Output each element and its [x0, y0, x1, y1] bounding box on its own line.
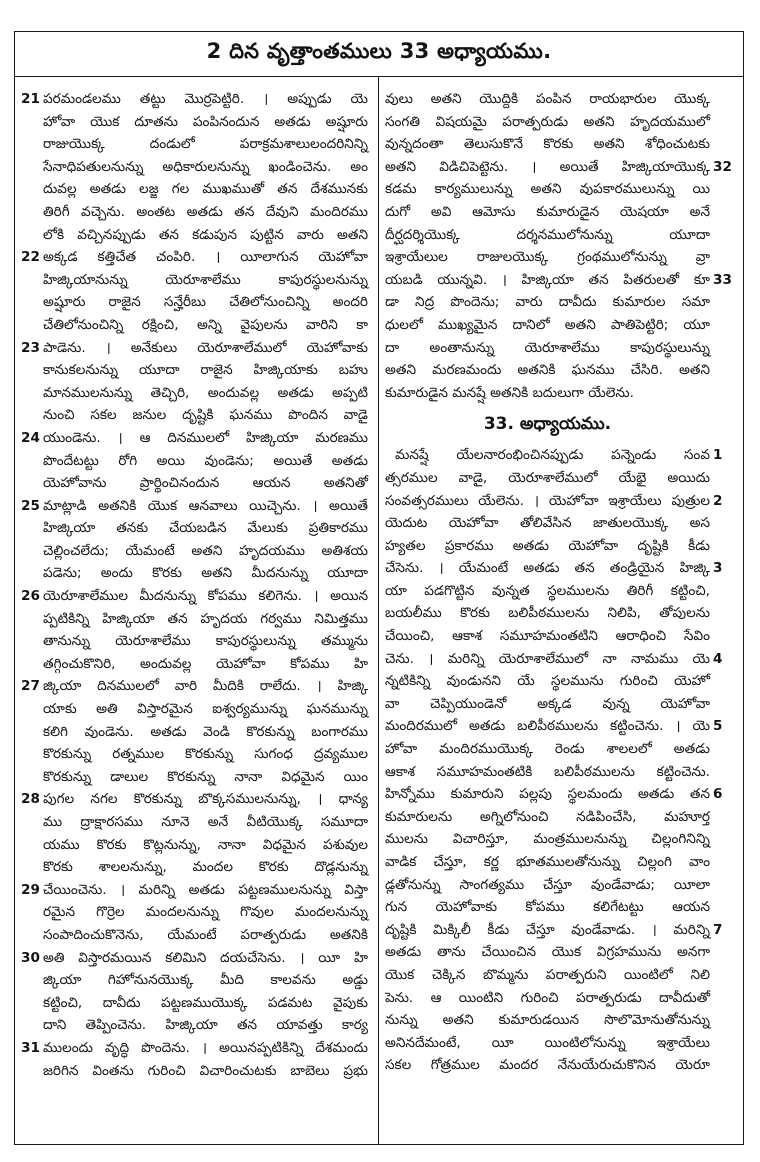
text-line	[385, 291, 710, 314]
line-text: అష్షూరు రాజైన సన్హేరీబు చేతిలోనుంచిన్ని అందరి	[43, 294, 368, 311]
text-line	[43, 969, 368, 992]
verse-number: 27	[21, 678, 40, 695]
line-text: యాకు అతి విస్తారమైన ఐశ్వర్యమున్ను ఘనమున్ను	[43, 701, 368, 718]
text-line	[385, 625, 710, 648]
verse-number: 23	[21, 339, 40, 356]
text-line	[385, 444, 723, 467]
text-line	[385, 896, 710, 919]
line-text: కుమారుడైన మనష్షే అతనికి బదులుగా యేలెను.	[385, 384, 634, 401]
text-line	[43, 517, 368, 540]
text-line	[43, 924, 368, 947]
text-line	[385, 467, 710, 490]
text-line	[385, 941, 710, 964]
running-header	[15, 32, 743, 77]
text-line	[385, 1032, 710, 1055]
text-line	[43, 201, 368, 224]
line-text: చేతిలోనుంచిన్ని రక్షించి, అన్ని వైపులను వారిని కా	[43, 316, 368, 333]
line-text: తగ్గించుకొనిరి, అందువల్ల యెహోవా కోపము హి	[43, 655, 368, 672]
text-line	[43, 111, 368, 134]
verse-number: 21	[21, 91, 40, 107]
text-line	[385, 314, 710, 337]
line-text: కుమారులను అగ్నిలోనుంచి నడిపించేసి, మహూర్త	[385, 808, 710, 825]
text-line	[385, 964, 710, 987]
verse-number: 4	[713, 650, 723, 667]
text-line	[385, 987, 710, 1010]
verse-number: 33	[713, 271, 732, 288]
text-line	[385, 1054, 710, 1077]
line-text: పుగల నగల కొరకున్ను బొక్కసములనున్ను, । ధాన్య	[43, 791, 368, 808]
line-text: పొందేటట్టు రోగి అయి వుండెను; అయితే అతడు	[43, 452, 368, 469]
text-line	[43, 766, 368, 789]
text-line	[21, 947, 368, 970]
line-text: మాట్లాడి అతనికి యొక ఆనవాలు యిచ్చెను. । అయితే	[43, 497, 368, 514]
line-text: కలిగి వుండెను. అతడు వెండి కొరకున్ను బంగారము	[43, 723, 368, 740]
line-text: పాడెను. । అనేకులు యెరూశాలేములో యెహోవాకు	[43, 339, 368, 356]
text-line	[43, 359, 368, 382]
text-line	[385, 874, 710, 897]
text-line	[21, 495, 368, 518]
verse-number: 29	[21, 881, 40, 898]
text-line	[21, 879, 368, 902]
line-text: వా చెప్పియుండెనో అక్కడ వున్న యెహోవా	[385, 695, 710, 712]
text-line	[43, 901, 368, 924]
text-line	[21, 675, 368, 698]
line-text: హ్యతల ప్రకారము అతడు యెహోవా దృష్టికి కీడు	[385, 537, 710, 554]
line-text: దీర్ఘదర్శియొక్క దర్శనములోనున్ను యూదా	[385, 226, 710, 243]
chapter-heading: 33. అధ్యాయము.	[483, 414, 612, 435]
text-line	[43, 630, 368, 653]
verse-number: 25	[21, 497, 40, 514]
text-line	[385, 557, 723, 580]
line-text: డ్లతోనున్ను సాంగత్యము చేస్తూ వుండేవాడు; యీలా	[385, 876, 710, 893]
header-title: 2 దిన వృత్తాంతములు 33 అధ్యాయము.	[206, 39, 552, 63]
verse-number: 24	[21, 429, 40, 446]
text-line	[385, 246, 710, 269]
line-text: ములను విచారిస్తూ, మంత్రములనున్ను చిల్లంగినిన్ని	[385, 831, 710, 848]
verse-number: 6	[713, 786, 723, 803]
line-text: హిన్నోము కుమారుని పల్లపు స్థలమందు అతడు తన	[385, 786, 710, 803]
text-line	[385, 828, 710, 851]
line-text: ధులలో ముఖ్యమైన దానిలో అతని పాతిపెట్టిరి; యూ	[385, 316, 710, 333]
line-text: యము కొరకు కొట్లనున్ను, నానా విధమైన పశువుల	[43, 836, 368, 853]
text-line	[21, 585, 368, 608]
text-line	[385, 851, 710, 874]
text-line	[43, 721, 368, 744]
line-text: న్నటికిన్ని వుండునని యే స్థలమును గురించి యెహో	[385, 673, 710, 690]
line-text: హోవా యొక దూతను పంపినందున అతడు అష్షూరు	[43, 113, 368, 130]
text-line	[385, 783, 723, 806]
text-line	[385, 269, 732, 292]
line-text: కట్టించి, దావీదు పట్టణముయొక్క పడమట వైపుకు	[43, 994, 368, 1011]
text-line	[43, 540, 368, 563]
verse-number: 7	[713, 921, 723, 938]
line-text: దువల్ల అతడు లజ్జ గల ముఖముతో తన దేశమునకు	[43, 181, 368, 198]
line-text: కొరకున్ను డాలుల కొరకున్ను నానా విధమైన యిం	[43, 768, 368, 785]
text-line	[43, 224, 368, 247]
line-text: జ్కియా దినములలో వారి మీదికి రాలేదు. । హిజ్కి	[43, 678, 368, 695]
line-text: దాని తెప్పించెను. హిజ్కియా తన యావత్తు కార్య	[43, 1017, 368, 1034]
text-line	[43, 562, 368, 585]
text-line	[43, 382, 368, 405]
line-text: నుంచి సకల జనుల దృష్టికి ఘనము పొందిన వాడై	[43, 407, 368, 424]
two-column-body	[15, 76, 743, 1144]
right-column-top	[385, 88, 732, 404]
column-divider	[378, 76, 379, 1144]
text-line	[385, 178, 710, 201]
text-line	[21, 1037, 368, 1060]
line-text: తిరిగీ వచ్చెను. అంతట అతడు తన దేవుని మందిరము	[43, 203, 368, 220]
right-column	[385, 88, 732, 1077]
line-text: ము ద్రాక్షారసము నూనె అనే వీటియొక్క సమూదా	[43, 814, 368, 830]
line-text: కడమ కార్యములున్ను అతని వుపకారములున్ను యి	[385, 181, 710, 198]
verse-number: 2	[713, 492, 723, 509]
line-text: యా పడగొట్టిన వున్నత స్థలములను తిరిగీ కట్టించి,	[385, 582, 710, 599]
text-line	[43, 608, 368, 631]
text-line	[21, 88, 368, 111]
line-text: కొరకున్ను రత్నముల కొరకున్ను సుగంధ ద్రవ్యముల	[43, 746, 368, 763]
line-text: ఆకాశ సమూహమంతటికి బలిపీఠములను కట్టించెను.	[385, 763, 710, 780]
text-line	[43, 811, 368, 834]
line-text: సంవత్సరములు యేలెను. । యెహోవా ఇశ్రాయేలు పుత్రుల	[385, 492, 710, 509]
line-text: హోవా మందిరముయొక్క రెండు శాలలలో అతడు	[385, 741, 710, 758]
text-line	[385, 111, 710, 134]
left-column	[21, 88, 368, 1082]
line-text: జరిగిన వింతను గురించి విచారించుటకు బాబెలు ప్రభు	[43, 1062, 368, 1079]
line-text: డా నిద్ర పొందెను; వారు దావీదు కుమారుల సమా	[385, 294, 710, 311]
text-line	[385, 693, 710, 716]
text-line	[43, 992, 368, 1015]
line-text: హిజ్కియానున్ను యెరూశాలేము కాపురస్థులనున్ను	[43, 271, 368, 288]
line-text: త్సరముల వాడై, యెరూశాలేములో యేభై అయిదు	[385, 469, 710, 486]
text-line	[43, 856, 368, 879]
text-line	[21, 427, 368, 450]
line-text: పెను. ఆ యింటిని గురించి పరాత్పరుడు దావీదుతో	[385, 989, 710, 1006]
text-line	[43, 472, 368, 495]
text-line	[43, 133, 368, 156]
text-line	[385, 382, 710, 405]
line-text: తానున్ను యెరూశాలేము కాపురస్థులున్ను తమ్మును	[43, 633, 368, 650]
line-text: కొరకు శాలలనున్ను, మందల కొరకు దొడ్లనున్ను	[43, 859, 368, 876]
line-text: ఇశ్రాయేలుల రాజులయొక్క గ్రంథములోనున్ను వ్రా	[385, 249, 710, 266]
text-line	[43, 156, 368, 179]
page-frame	[14, 31, 744, 1145]
line-text: బయలీము కొరకు బలిపీఠములను నిలిపి, తోపులను	[385, 605, 710, 622]
text-line	[43, 698, 368, 721]
text-line	[43, 834, 368, 857]
line-text: సకల గోత్రముల మందర నేనుయేరుచుకొనిన యెరూ	[385, 1057, 710, 1074]
line-text: యబడి యున్నవి. । హిజ్కియా తన పితరులతో కూ	[385, 271, 710, 288]
text-line	[385, 535, 710, 558]
line-text: యొక చెక్కిన బొమ్మను పరాత్పరుని యింటిలో నిలి	[385, 966, 710, 983]
line-text: నున్ను అతని కుమారుడయిన సొలొమోనుతోనున్ను	[385, 1012, 710, 1029]
line-text: రాజుయొక్క దండులో పరాక్రమశాలులందరినిన్ని	[43, 136, 368, 153]
text-line	[385, 337, 710, 360]
line-text: యెహోవాను ప్రార్థించినందున ఆయన అతనితో	[43, 475, 368, 492]
verse-number: 30	[21, 949, 40, 966]
line-text: దుగో అవి ఆమోసు కుమారుడైన యెషయా అనే	[385, 203, 710, 220]
text-line	[385, 512, 710, 535]
text-line	[43, 269, 368, 292]
text-line	[385, 715, 723, 738]
line-text: యెరూశాలేముల మీదనున్ను కోపము కలిగెను. । అయిన	[43, 588, 368, 605]
text-line	[385, 761, 710, 784]
line-text: చేయించెను. । మరిన్ని అతడు పట్టణములనున్ను విస్తా	[43, 881, 368, 898]
line-text: చేయించి, ఆకాశ సమూహమంతటిని ఆరాధించి సేవిం	[385, 628, 710, 645]
line-text: దృష్టికి మిక్కిలీ కీడు చేస్తూ వుండేవాడు. । మరిన్ని	[385, 921, 710, 938]
text-line	[385, 201, 710, 224]
text-line	[385, 359, 710, 382]
text-line	[21, 788, 368, 811]
verse-number: 22	[21, 249, 40, 266]
verse-number: 28	[21, 791, 40, 808]
line-text: కానుకలనున్ను యూదా రాజైన హిజ్కియాకు బహు	[43, 362, 368, 379]
line-text: వులు అతని యొద్దికి పంపిన రాయభారుల యొక్క	[385, 91, 710, 107]
line-text: చెల్లించలేదు; యేమంటే అతని హృదయము అతిశయ	[43, 542, 368, 559]
text-line	[43, 653, 368, 676]
text-line	[43, 1060, 368, 1083]
line-text: మనష్షే యేలనారంభించినప్పుడు పన్నెండు సంవ	[395, 447, 710, 464]
verse-number: 3	[713, 560, 723, 577]
text-line	[385, 224, 710, 247]
line-text: అతని మరణమందు అతనికి ఘనము చేసిరి. అతని	[385, 362, 710, 379]
line-text: అనినదేమంటే, యీ యింటిలోనున్ను ఇశ్రాయేలు	[385, 1034, 710, 1051]
text-line	[385, 1009, 710, 1032]
line-text: యుండెను. । ఆ దినములలో హిజ్కియా మరణము	[43, 429, 368, 446]
line-text: లోకి వచ్చినప్పుడు తన కడుపున పుట్టిన వారు అతని	[43, 226, 368, 243]
text-line	[385, 133, 710, 156]
text-line	[43, 743, 368, 766]
line-text: అక్కడ కత్తిచేత చంపిరి. । యీలాగున యెహోవా	[43, 249, 368, 266]
text-line	[43, 450, 368, 473]
line-text: పడెను; అందు కొరకు అతని మీదనున్ను యూదా	[43, 565, 368, 582]
verse-number: 32	[713, 158, 732, 175]
text-line	[385, 670, 710, 693]
line-text: వాడిక చేస్తూ, కర్ణ భూతములతోనున్ను చిల్లంగి వాం	[385, 854, 710, 870]
text-line	[43, 314, 368, 337]
text-line	[385, 919, 723, 942]
text-line	[21, 246, 368, 269]
text-line	[43, 291, 368, 314]
line-text: సంపాదించుకొనెను, యేమంటే పరాత్పరుడు అతనికి	[43, 926, 368, 943]
line-text: యెదుట యెహోవా తోలివేసిన జాతులయొక్క అస	[385, 515, 710, 532]
text-line	[43, 178, 368, 201]
line-text: ములందు వృద్ధి పొందెను. । అయినప్పటికిన్ని దేశమందు	[43, 1039, 368, 1056]
text-line	[385, 156, 732, 179]
line-text: దా అంతానున్ను యెరూశాలేము కాపురస్థులున్ను	[385, 339, 710, 356]
right-column-bottom	[385, 444, 723, 1077]
text-line	[385, 580, 710, 603]
text-line	[21, 337, 368, 360]
line-text: రమైన గొర్రెల మందలనున్ను గొవుల మందలనున్ను	[43, 904, 368, 921]
line-text: గున యెహోవాకు కోపము కలిగేటట్టు ఆయన	[385, 899, 710, 916]
text-line	[385, 88, 710, 111]
text-line	[385, 490, 723, 513]
text-line	[385, 806, 710, 829]
line-text: అతడు తాను చేయించిన యొక విగ్రహమును అనగా	[385, 944, 710, 961]
line-text: సంగతి విషయమై పరాత్పరుడు అతని హృదయములో	[385, 113, 710, 130]
text-line	[385, 648, 723, 671]
verse-number: 26	[21, 588, 40, 605]
line-text: పరమండలము తట్టు మొర్రపెట్టిరి. । అప్పుడు యె	[43, 91, 368, 107]
line-text: అతని విడిచిపెట్టెను. । అయితే హిజ్కియాయొక్క	[385, 158, 710, 175]
text-line	[43, 404, 368, 427]
line-text: హిజ్కియా తనకు చేయబడిన మేలుకు ప్రతికారము	[43, 520, 368, 537]
text-line	[43, 1014, 368, 1037]
verse-number: 1	[713, 447, 723, 464]
text-line	[385, 738, 710, 761]
line-text: సేనాధిపతులనున్ను అధికారులనున్ను ఖండించెను. అం	[43, 158, 368, 175]
line-text: వున్నదంతా తెలుసుకొనే కొరకు అతని శోధించుటకు	[385, 136, 710, 153]
line-text: ప్పటికిన్ని హిజ్కియా తన హృదయ గర్వము నిమిత్తము	[43, 610, 368, 627]
text-line	[385, 602, 710, 625]
verse-number: 31	[21, 1039, 40, 1056]
line-text: చేసెను. । యేమంటే అతడు తన తండ్రియైన హిజ్కి	[385, 560, 710, 577]
verse-number: 5	[713, 718, 723, 735]
line-text: చెను. । మరిన్ని యెరూశాలేములో నా నామము యె	[385, 650, 710, 667]
line-text: మందిరములో అతడు బలిపీఠములను కట్టించెను. । యె	[385, 718, 710, 735]
line-text: అతి విస్తారమయిన కలిమిని దయచేసెను. । యీ హి	[43, 949, 368, 966]
line-text: జ్కియా గిహోనునయొక్క మీది కాలవను అడ్డు	[43, 972, 368, 989]
line-text: మానములనున్ను తెచ్చిరి, అందువల్ల అతడు అప్పటి	[43, 384, 368, 401]
